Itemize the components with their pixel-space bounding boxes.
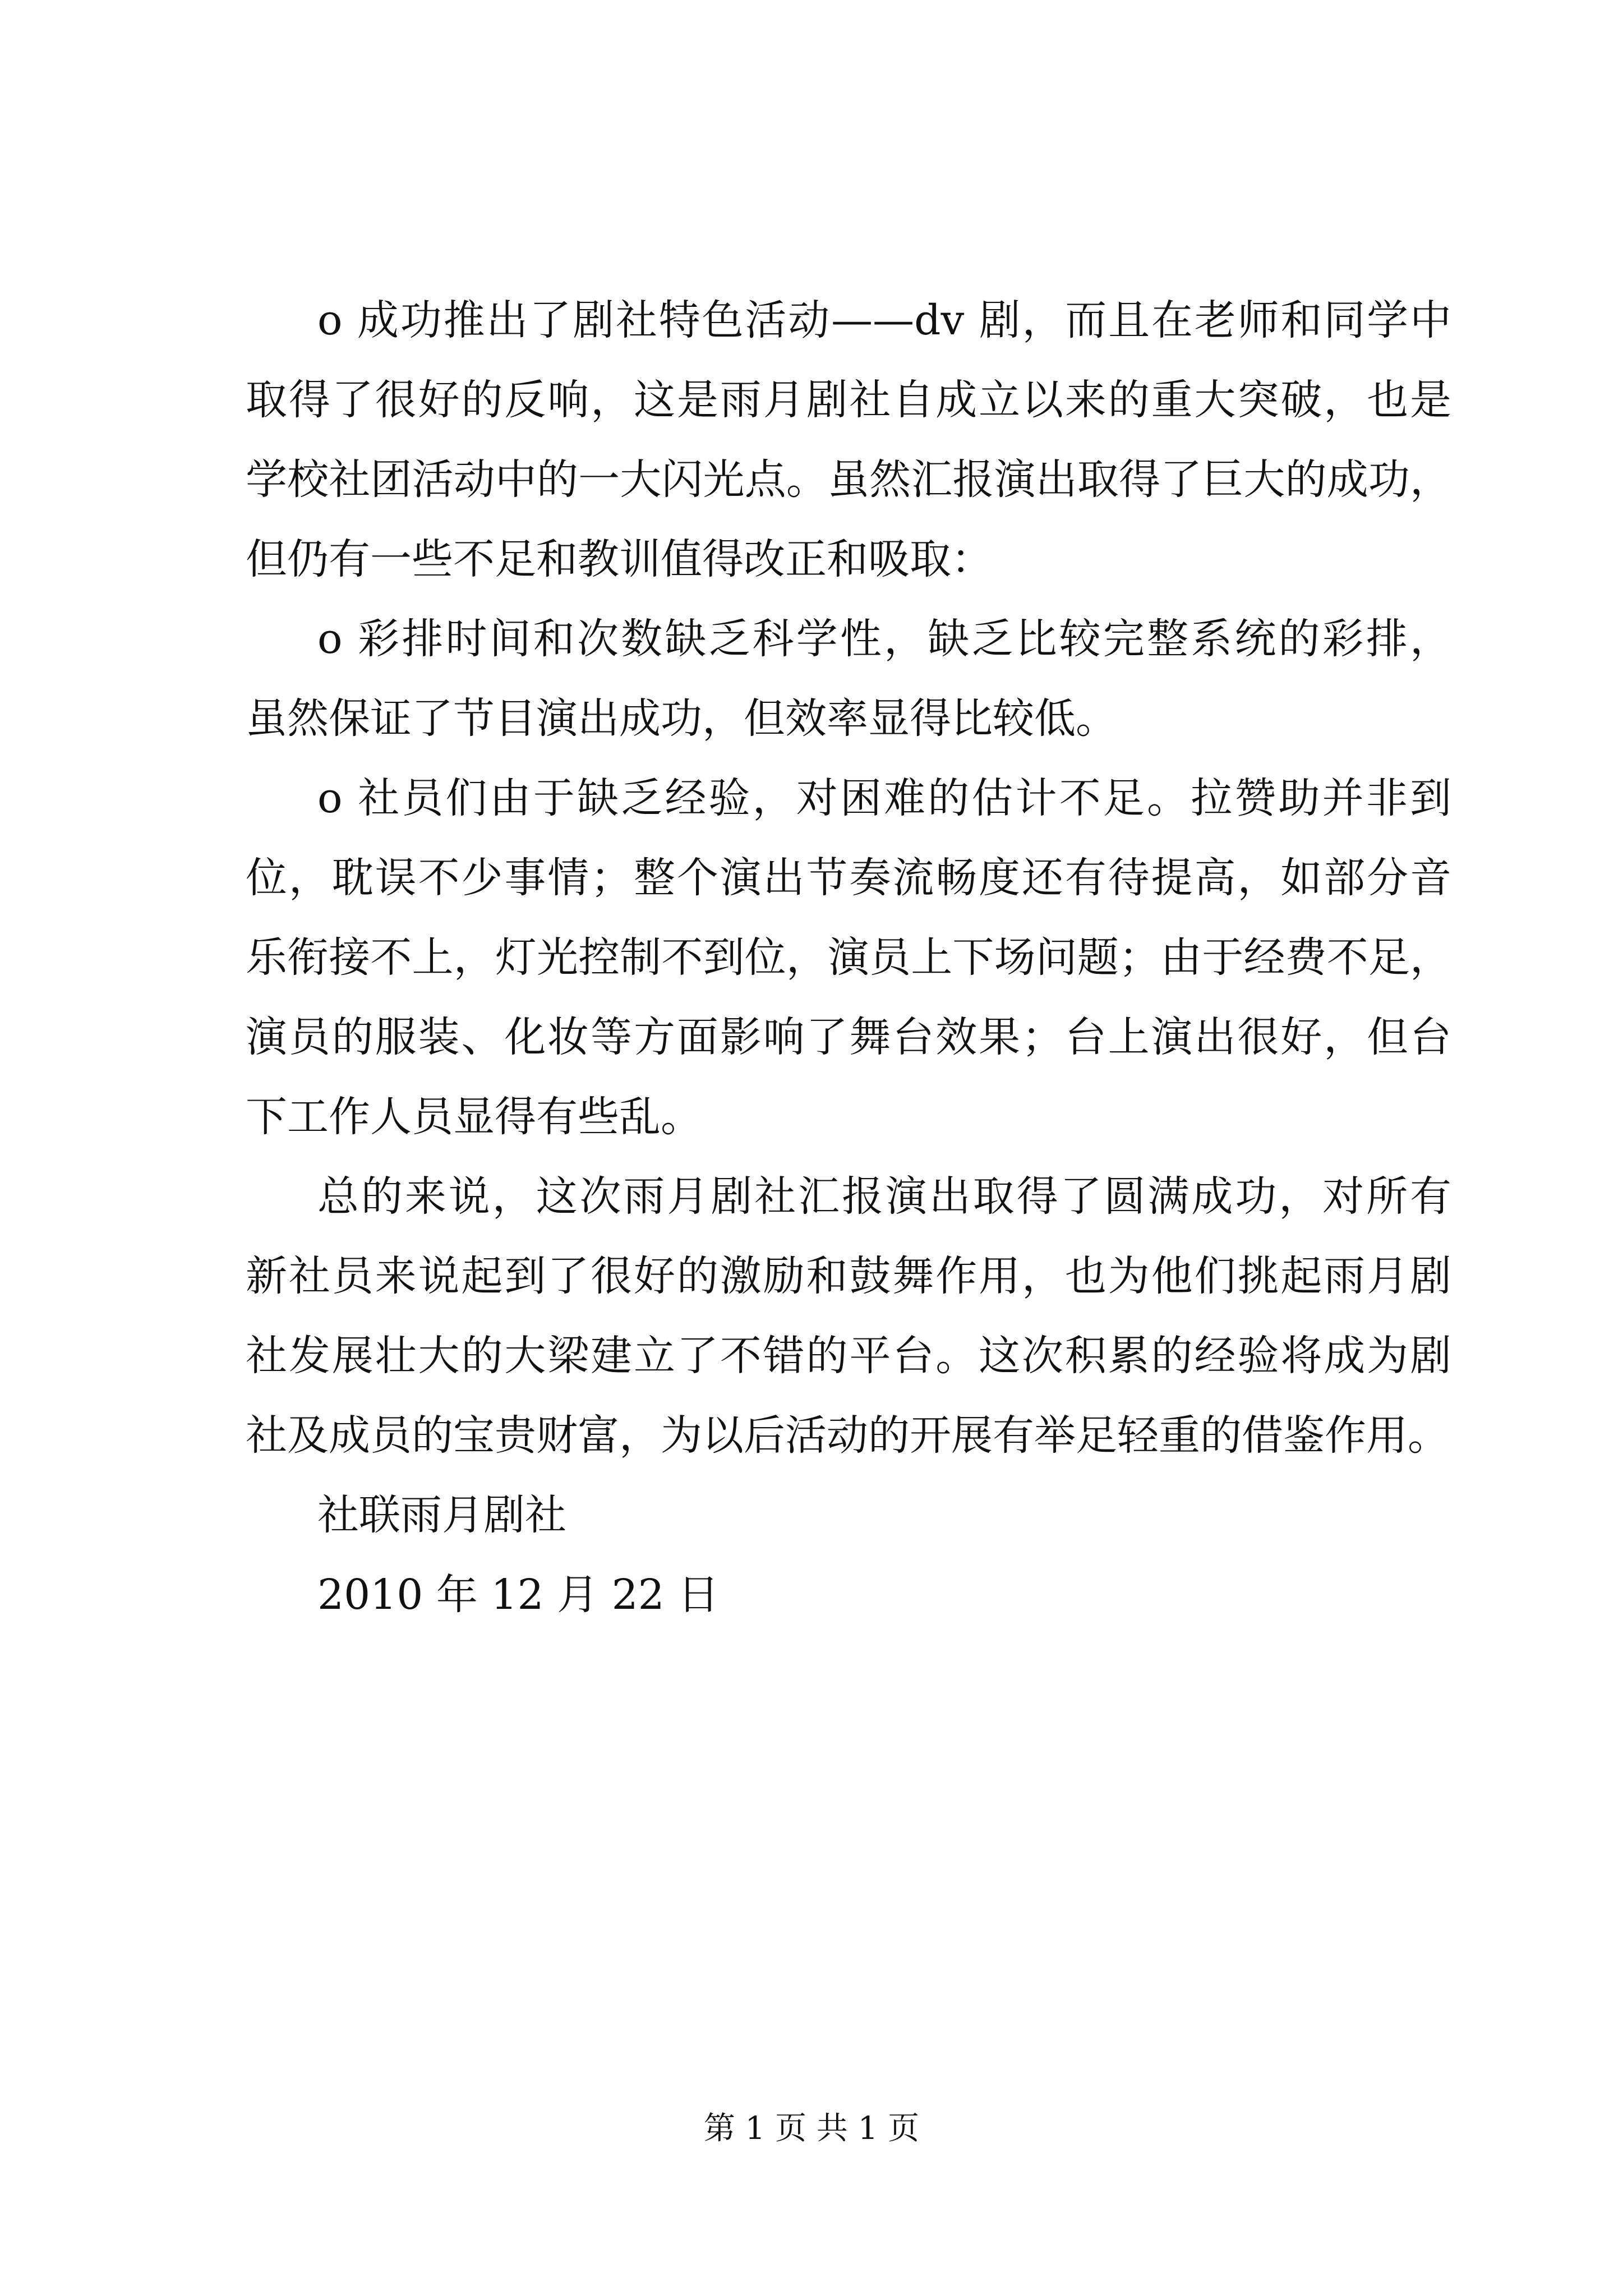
paragraph-problems	[246, 770, 1451, 1145]
paragraph-line: 社及成员的宝贵财富，为以后活动的开展有举足轻重的借鉴作用。	[246, 1411, 1449, 1460]
paragraph-line: o 成功推出了剧社特色活动——dv 剧，而且在老师和同学中	[317, 296, 1451, 344]
paragraph-line: o 社员们由于缺乏经验，对困难的估计不足。拉赞助并非到	[317, 774, 1451, 822]
paragraph-line: 社发展壮大的大梁建立了不错的平台。这次积累的经验将成为剧	[246, 1332, 1451, 1380]
paragraph-summary	[246, 1168, 1451, 1464]
signature-date: 2010 年 12 月 22 日	[317, 1571, 720, 1619]
paragraph-line: 演员的服装、化妆等方面影响了舞台效果；台上演出很好，但台	[246, 1013, 1451, 1061]
document-body	[246, 292, 1451, 1646]
paragraph-line: 虽然保证了节目演出成功，但效率显得比较低。	[246, 694, 1117, 743]
paragraph-achievement	[246, 292, 1451, 588]
paragraph-line: o 彩排时间和次数缺乏科学性，缺乏比较完整系统的彩排，	[317, 615, 1451, 663]
paragraph-line: 位，耽误不少事情；整个演出节奏流畅度还有待提高，如部分音	[246, 854, 1451, 902]
signature-organization: 社联雨月剧社	[317, 1491, 566, 1539]
paragraph-line: 乐衔接不上，灯光控制不到位，演员上下场问题；由于经费不足，	[246, 933, 1451, 982]
paragraph-line: 但仍有一些不足和教训值得改正和吸取：	[246, 535, 993, 583]
paragraph-line: 取得了很好的反响，这是雨月剧社自成立以来的重大突破，也是	[246, 376, 1451, 424]
paragraph-rehearsal	[246, 610, 1451, 747]
paragraph-line: 总的来说，这次雨月剧社汇报演出取得了圆满成功，对所有	[317, 1172, 1451, 1221]
paragraph-line: 下工作人员显得有些乱。	[246, 1093, 702, 1141]
paragraph-line: 学校社团活动中的一大闪光点。虽然汇报演出取得了巨大的成功，	[246, 455, 1451, 504]
page-number-footer: 第 1 页 共 1 页	[703, 2110, 920, 2147]
paragraph-line: 新社员来说起到了很好的激励和鼓舞作用，也为他们挑起雨月剧	[246, 1252, 1451, 1300]
